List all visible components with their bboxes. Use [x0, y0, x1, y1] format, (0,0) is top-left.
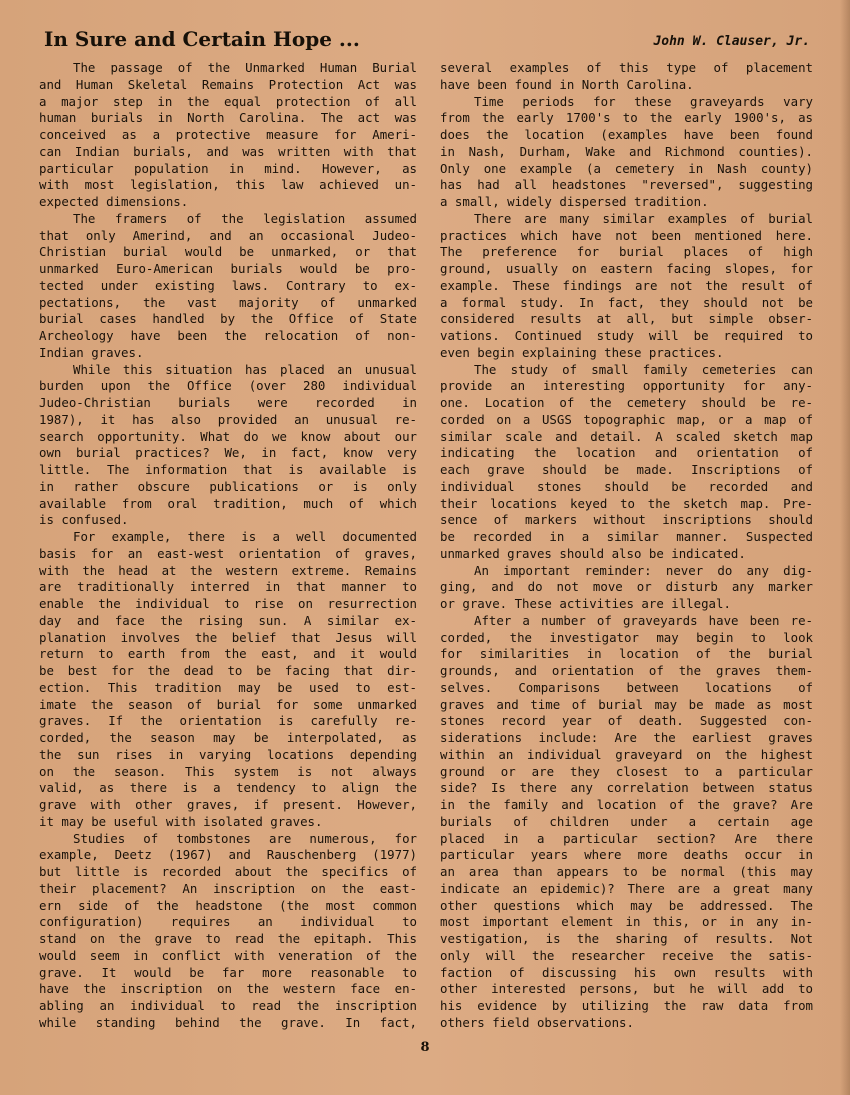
text-line: The study of small family cemeteries can: [474, 361, 813, 377]
text-line: in Nash, Durham, Wake and Richmond counties).: [440, 143, 813, 159]
text-line: selves. Comparisons between locations of: [440, 679, 813, 695]
text-line: has had all headstones "reversed", suggesting: [440, 177, 813, 193]
text-line: ern side of the headstone (the most common: [39, 897, 417, 913]
text-line: day and face the rising sun. A similar ex-: [39, 612, 417, 628]
text-line: expected dimensions.: [39, 194, 189, 209]
text-line: own burial practices? We, in fact, know very: [39, 445, 417, 461]
text-line: The passage of the Unmarked Human Burial: [73, 60, 417, 75]
text-line: their placement? An inscription on the east-: [39, 880, 417, 896]
text-line: ground or are they closest to a particular: [440, 763, 813, 779]
text-line: considered results at all, but simple obser-: [440, 311, 813, 327]
text-line: particular population in mind. However, as: [39, 160, 417, 176]
left-text-column: [39, 60, 417, 1032]
text-line: are traditionally interred in that manner to: [39, 579, 417, 595]
text-line: example. These findings are not the result of: [440, 277, 813, 293]
text-line: an area than appears to be normal (this may: [440, 864, 813, 879]
text-line: would seem in conflict with veneration of the: [39, 947, 417, 963]
text-line: other questions which may be addressed. The: [440, 897, 813, 913]
text-line: imate the season of burial for some unmarked: [39, 696, 417, 712]
text-line: The preference for burial places of high: [440, 244, 813, 260]
text-line: with the head at the western extreme. Remains: [39, 562, 417, 578]
text-line: others field observations.: [440, 1014, 634, 1030]
text-line: valid, as there is a tendency to align the: [39, 780, 417, 796]
text-line: from the early 1700's to the early 1900's, as: [440, 110, 813, 126]
text-line: a major step in the equal protection of all: [39, 93, 417, 109]
text-line: tected under existing laws. Contrary to ex-: [39, 277, 417, 293]
text-line: for similarities in location of the burial: [440, 646, 813, 662]
text-line: ground, usually on eastern facing slopes, for: [440, 261, 813, 276]
text-line: that only Amerind, and an occasional Judeo-: [39, 227, 417, 243]
text-line: The framers of the legislation assumed: [73, 210, 417, 226]
text-line: An important reminder: never do any dig-: [474, 562, 813, 578]
text-line: graves. If the orientation is carefully re-: [39, 713, 417, 729]
text-line: provide an interesting opportunity for any-: [440, 378, 813, 394]
text-line: conceived as a protective measure for Ameri-: [39, 127, 417, 142]
text-line: particular years where more deaths occur in: [440, 847, 813, 863]
article-title: In Sure and Certain Hope ...: [44, 27, 360, 51]
text-line: can Indian burials, and was written with that: [39, 143, 417, 159]
text-line: indicating the location and orientation of: [440, 445, 813, 461]
text-line: each grave should be made. Inscriptions of: [440, 462, 813, 477]
text-line: placed in a particular section? Are there: [440, 830, 813, 846]
text-line: it may be useful with isolated graves.: [39, 813, 323, 829]
text-line: 1987), it has also provided an unusual re-: [39, 411, 417, 427]
text-line: Archeology have been the relocation of non-: [39, 328, 417, 343]
text-line: Christian burial would be unmarked, or that: [39, 244, 417, 260]
text-line: a small, widely dispersed tradition.: [440, 194, 709, 209]
text-line: faction of discussing his own results with: [440, 964, 813, 980]
text-line: human burials in North Carolina. The act was: [39, 110, 417, 126]
text-line: individual stones should be recorded and: [440, 478, 813, 494]
text-line: Studies of tombstones are numerous, for: [73, 830, 417, 846]
text-line: siderations include: Are the earliest graves: [440, 730, 813, 745]
text-line: practices which have not been mentioned here.: [440, 227, 813, 243]
text-line: in the family and location of the grave? Are: [440, 797, 813, 812]
text-line: After a number of graveyards have been re-: [474, 612, 813, 628]
text-line: or grave. These activities are illegal.: [440, 596, 731, 611]
text-line: and Human Skeletal Remains Protection Act was: [39, 76, 417, 92]
text-line: but little is recorded about the specifics of: [39, 864, 417, 879]
text-line: little. The information that is available is: [39, 462, 417, 477]
text-line: burials of children under a certain age: [440, 813, 813, 829]
right-text-column: [440, 60, 813, 1032]
text-line: most important element in this, or in any in-: [440, 914, 813, 930]
text-line: grave. It would be far more reasonable to: [39, 964, 417, 980]
text-line: with most legislation, this law achieved un-: [39, 177, 417, 193]
text-line: vestigation, is the sharing of results. Not: [440, 931, 813, 946]
text-line: within an individual graveyard on the highest: [440, 746, 813, 762]
text-line: ging, and do not move or disturb any marker: [440, 579, 813, 595]
text-line: Time periods for these graveyards vary: [474, 93, 813, 109]
text-line: have the inscription on the western face en-: [39, 981, 417, 997]
text-line: vations. Continued study will be required to: [440, 328, 813, 343]
text-line: There are many similar examples of burial: [474, 210, 813, 226]
text-line: basis for an east-west orientation of graves,: [39, 545, 417, 561]
text-line: planation involves the belief that Jesus will: [39, 629, 417, 645]
text-line: be recorded in a similar manner. Suspected: [440, 529, 813, 544]
text-line: even begin explaining these practices.: [440, 344, 724, 360]
text-line: grounds, and orientation of the graves them-: [440, 663, 813, 678]
text-line: their locations keyed to the sketch map. Pre-: [440, 495, 813, 511]
text-line: similar scale and detail. A scaled sketch map: [440, 428, 813, 444]
text-line: on the season. This system is not always: [39, 763, 417, 779]
text-line: For example, there is a well documented: [73, 529, 417, 544]
text-line: pectations, the vast majority of unmarked: [39, 294, 417, 310]
text-line: available from oral tradition, much of which: [39, 495, 417, 511]
text-line: several examples of this type of placement: [440, 60, 813, 75]
text-line: burial cases handled by the Office of State: [39, 311, 417, 327]
text-line: While this situation has placed an unusual: [73, 361, 417, 377]
text-line: be best for the dead to be facing that dir-: [39, 663, 417, 678]
text-line: indicate an epidemic)? There are a great many: [440, 880, 813, 896]
text-line: is confused.: [39, 512, 129, 528]
text-line: search opportunity. What do we know about our: [39, 428, 417, 444]
text-line: unmarked Euro-American burials would be pro-: [39, 261, 417, 276]
text-line: corded on a USGS topographic map, or a map of: [440, 411, 813, 427]
text-line: sence of markers without inscriptions should: [440, 512, 813, 528]
text-line: return to earth from the east, and it would: [39, 646, 417, 662]
text-line: example, Deetz (1967) and Rauschenberg (1977): [39, 847, 417, 863]
text-line: grave with other graves, if present. However,: [39, 797, 417, 812]
text-line: ection. This tradition may be used to est-: [39, 679, 417, 695]
text-line: in rather obscure publications or is only: [39, 478, 417, 494]
text-line: other interested persons, but he will add to: [440, 981, 813, 997]
page-edge-shadow: [840, 0, 850, 1095]
text-line: stand on the grave to read the epitaph. This: [39, 931, 417, 946]
text-line: unmarked graves should also be indicated.: [440, 545, 746, 561]
text-line: abling an individual to read the inscription: [39, 998, 417, 1013]
text-line: side? Is there any correlation between status: [440, 780, 813, 796]
text-line: does the location (examples have been found: [440, 127, 813, 142]
text-line: stones record year of death. Suggested con-: [440, 713, 813, 729]
article-author: John W. Clauser, Jr.: [653, 34, 810, 49]
text-line: his evidence by utilizing the raw data from: [440, 998, 813, 1013]
text-line: configuration) requires an individual to: [39, 914, 417, 930]
text-line: Only one example (a cemetery in Nash county): [440, 160, 813, 176]
text-line: a formal study. In fact, they should not be: [440, 294, 813, 310]
text-line: only will the researcher receive the satis-: [440, 947, 813, 963]
page-number: 8: [420, 1040, 430, 1055]
text-line: burden upon the Office (over 280 individual: [39, 378, 417, 394]
text-line: corded, the season may be interpolated, as: [39, 730, 417, 745]
text-line: graves and time of burial may be made as most: [440, 696, 813, 712]
text-line: the sun rises in varying locations depending: [39, 746, 417, 762]
text-line: Indian graves.: [39, 344, 144, 360]
text-line: corded, the investigator may begin to look: [440, 629, 813, 645]
text-line: have been found in North Carolina.: [440, 76, 694, 92]
text-line: enable the individual to rise on resurrection: [39, 596, 417, 611]
text-line: while standing behind the grave. In fact,: [39, 1014, 417, 1030]
text-line: one. Location of the cemetery should be re-: [440, 395, 813, 410]
text-line: Judeo-Christian burials were recorded in: [39, 395, 417, 410]
